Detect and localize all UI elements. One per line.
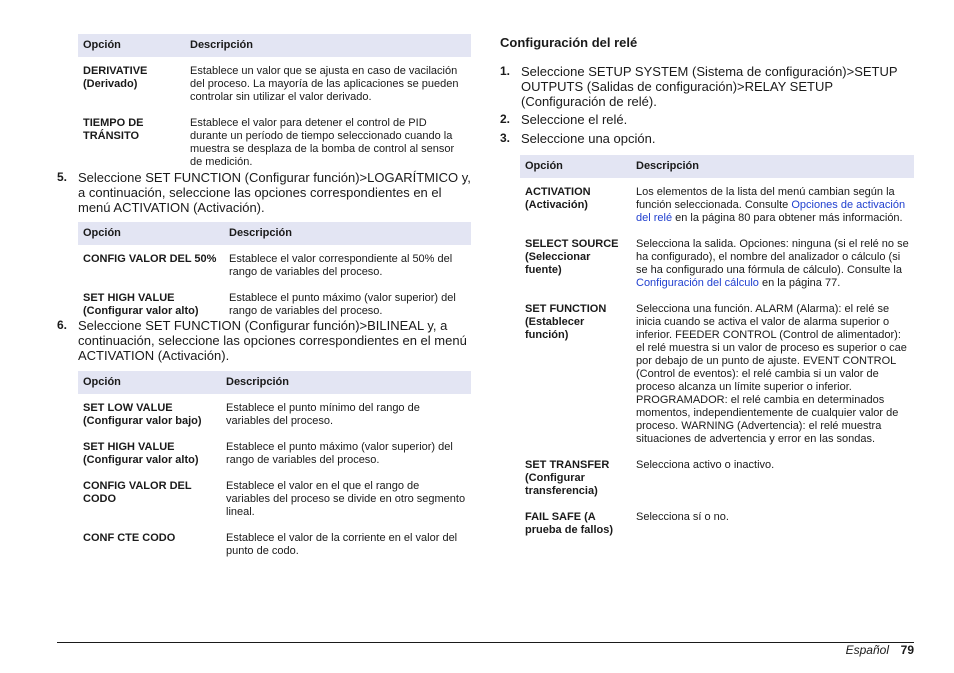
option-name: ACTIVATION (Activación)	[525, 186, 591, 211]
option-name: CONFIG VALOR DEL 50%	[83, 253, 217, 265]
option-description: Establece el valor de la corriente en el valor del punto de codo.	[226, 532, 458, 557]
option-name: SET HIGH VALUE (Configurar valor alto)	[83, 292, 199, 317]
option-name: SET FUNCTION (Establecer función)	[525, 303, 607, 341]
step-number: 2.	[500, 112, 511, 126]
step-6	[57, 318, 471, 363]
option-name: SELECT SOURCE (Seleccionar fuente)	[525, 238, 619, 276]
table-row	[520, 178, 914, 234]
option-name: DERIVATIVE (Derivado)	[83, 65, 148, 90]
option-description	[631, 234, 914, 299]
option-description: Establece un valor que se ajusta en caso de vacilación del proceso. La mayoría de las aplicaciones se pueden controlar sin utilizar el valor derivado.	[190, 65, 459, 103]
option-description: Establece el valor para detener el control de PID durante un período de tiempo seleccionado cuando la muestra se desplaza de la bomba de control al sensor de medición.	[190, 117, 455, 168]
header-option: Opción	[78, 222, 224, 245]
option-name: CONFIG VALOR DEL CODO	[83, 480, 192, 505]
relay-options-table	[520, 155, 914, 546]
step-text: Seleccione SET FUNCTION (Configurar función)>LOGARÍTMICO y, a continuación, seleccione las opciones correspondientes en el menú ACTIVATION (Activación).	[78, 170, 471, 215]
cross-reference-link[interactable]: Configuración del cálculo	[636, 277, 759, 289]
desc-text: en la página 77.	[758, 277, 841, 289]
table-header-row	[78, 371, 471, 394]
table-row	[520, 299, 914, 455]
page-number: 79	[900, 643, 914, 657]
option-description: Establece el punto máximo (valor superior) del rango de variables del proceso.	[229, 292, 456, 317]
option-name: SET TRANSFER (Configurar transferencia)	[525, 459, 610, 497]
table-row	[78, 113, 471, 178]
option-name: TIEMPO DE TRÁNSITO	[83, 117, 144, 142]
table-row	[78, 476, 471, 528]
header-option: Opción	[78, 34, 185, 57]
logarithmic-options-table	[78, 222, 471, 327]
table-row	[78, 394, 471, 437]
option-name: CONF CTE CODO	[83, 532, 176, 544]
table-header-row	[78, 34, 471, 57]
table-row	[78, 528, 471, 567]
desc-text: Selecciona la salida. Opciones: ninguna (si el relé no se ha configurado), el nombre del analizador o cálculo (si se ha configurado una fórmula de cálculo). Consulte la	[636, 238, 909, 276]
step-number: 3.	[500, 131, 511, 145]
option-description	[631, 178, 914, 234]
table-row	[520, 455, 914, 507]
option-description: Selecciona sí o no.	[636, 511, 729, 523]
step-text: Seleccione el relé.	[521, 112, 628, 127]
header-description: Descripción	[221, 371, 471, 394]
option-description: Establece el punto máximo (valor superior) del rango de variables del proceso.	[226, 441, 453, 466]
step-text: Seleccione una opción.	[521, 131, 656, 146]
table-row	[78, 437, 471, 476]
step-text: Seleccione SET FUNCTION (Configurar función)>BILINEAL y, a continuación, seleccione las opciones correspondientes en el menú ACTIVATION (Activación).	[78, 318, 467, 363]
cross-reference-link[interactable]: Opciones de activación del relé	[636, 199, 906, 224]
option-name: FAIL SAFE (A prueba de fallos)	[525, 511, 614, 536]
step-text: Seleccione SETUP SYSTEM (Sistema de configuración)>SETUP OUTPUTS (Salidas de configuración)>RELAY SETUP (Configuración de relé).	[521, 64, 898, 109]
step-3	[500, 131, 914, 146]
option-name: SET LOW VALUE (Configurar valor bajo)	[83, 402, 202, 427]
option-description: Selecciona activo o inactivo.	[636, 459, 775, 471]
table-row	[520, 507, 914, 546]
section-heading: Configuración del relé	[500, 35, 638, 50]
desc-text: en la página 80 para obtener más información.	[672, 212, 903, 224]
step-5	[57, 170, 471, 215]
bilinear-options-table	[78, 371, 471, 567]
table-row	[78, 57, 471, 113]
desc-text: Los elementos de la lista del menú cambian según la función seleccionada. Consulte	[636, 186, 895, 211]
option-description: Establece el valor en el que el rango de variables del proceso se divide en otro segmento lineal.	[226, 480, 466, 518]
header-option: Opción	[520, 155, 631, 178]
footer-divider	[57, 642, 914, 643]
table-header-row	[78, 222, 471, 245]
step-number: 6.	[57, 318, 68, 332]
table-row	[520, 234, 914, 299]
option-name: SET HIGH VALUE (Configurar valor alto)	[83, 441, 199, 466]
header-description: Descripción	[224, 222, 471, 245]
header-description: Descripción	[185, 34, 471, 57]
header-description: Descripción	[631, 155, 914, 178]
step-number: 5.	[57, 170, 68, 184]
step-1	[500, 64, 914, 109]
table-row	[78, 245, 471, 288]
header-option: Opción	[78, 371, 221, 394]
table-header-row	[520, 155, 914, 178]
option-description: Establece el punto mínimo del rango de variables del proceso.	[226, 402, 420, 427]
footer-language: Español	[845, 643, 889, 657]
option-description: Establece el valor correspondiente al 50% del rango de variables del proceso.	[229, 253, 453, 278]
derivative-options-table	[78, 34, 471, 178]
step-number: 1.	[500, 64, 511, 78]
option-description: Selecciona una función. ALARM (Alarma): el relé se inicia cuando se activa el valor de alarma superior o inferior. FEEDER CONTROL (Control de alimentador): el relé muestra si un valor de proceso es superior o cae por debajo de un punto de ajuste. EVENT CONTROL (Control de eventos): el relé cambia si un valor de proceso alcanza un límite superior o inferior. PROGRAMADOR: el relé cambia en determinados momentos, independientemente de cualquier valor de proceso. WARNING (Advertencia): el relé muestra situaciones de advertencia y error en las sondas.	[636, 303, 907, 445]
step-2	[500, 112, 914, 127]
